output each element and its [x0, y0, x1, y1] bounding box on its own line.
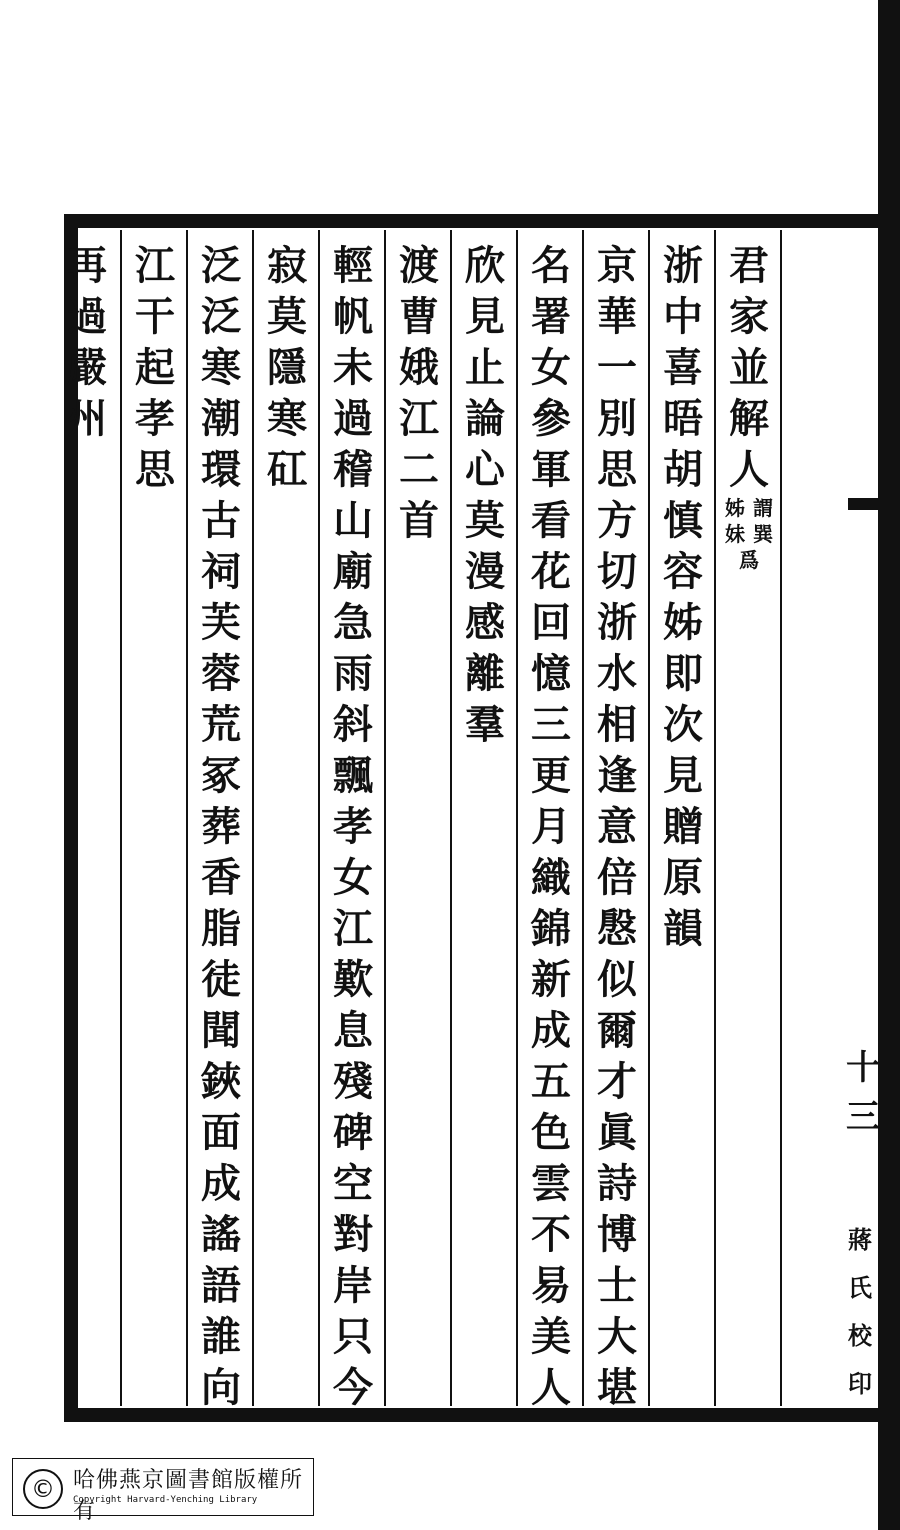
text-column-2 [648, 230, 714, 1406]
column-5-text: 欣見止論心莫漫感離羣 [465, 242, 505, 748]
copyright-english: Copyright Harvard-Yenching Library [73, 1495, 258, 1505]
text-column-10 [120, 230, 186, 1406]
column-9-text: 泛泛寒潮環古祠芙蓉荒冢葬香脂徒聞鋏面成謠語誰向 [201, 242, 241, 1411]
text-column-4 [516, 230, 582, 1411]
note-line-2: 姊妹 [725, 496, 745, 546]
fish-tail-mark [848, 498, 878, 510]
book-edge [878, 0, 900, 1530]
column-6-text: 渡曹娥江二首 [399, 242, 439, 544]
text-column-9 [186, 230, 252, 1411]
text-column-8 [252, 230, 318, 1406]
column-3-text: 京華一別思方切浙水相逢意倍慇似爾才眞詩博士大堪 [597, 242, 637, 1411]
column-4-text: 名署女參軍看花回憶三更月織錦新成五色雲不易美人 [531, 242, 571, 1411]
text-column-3 [582, 230, 648, 1411]
text-column-11 [54, 230, 120, 1406]
text-page [67, 230, 780, 1411]
column-8-text: 寂莫隱寒矼 [267, 242, 307, 493]
copyright-stamp [12, 1458, 314, 1524]
text-column-7 [318, 230, 384, 1411]
text-column-5 [450, 230, 516, 1406]
page-frame-bottom [64, 1408, 878, 1422]
printer-seal: 蔣氏校印 [848, 1225, 872, 1398]
copyright-icon: © [23, 1469, 63, 1509]
page-number: 十三 [846, 1048, 880, 1137]
note-line-1: 謂巽 [753, 496, 773, 546]
column-2-text: 浙中喜晤胡慎容姊即次見贈原韻 [663, 242, 703, 952]
note-line-3: 爲 [739, 548, 759, 572]
column-7-text: 輕帆未過稽山廟急雨斜飄孝女江歎息殘碑空對岸只今 [333, 242, 373, 1411]
text-column-6 [384, 230, 450, 1406]
column-1-text: 君家並解人 謂巽 姊妹 爲 [722, 240, 776, 573]
interlinear-note [722, 495, 776, 547]
copyright-chinese: 哈佛燕京圖書館版權所有 [73, 1468, 304, 1524]
column-11-text: 再過嚴州 [67, 242, 107, 442]
column-10-text: 江干起孝思 [135, 242, 175, 493]
text-column-1 [714, 230, 780, 1406]
page-frame-top [64, 214, 878, 228]
